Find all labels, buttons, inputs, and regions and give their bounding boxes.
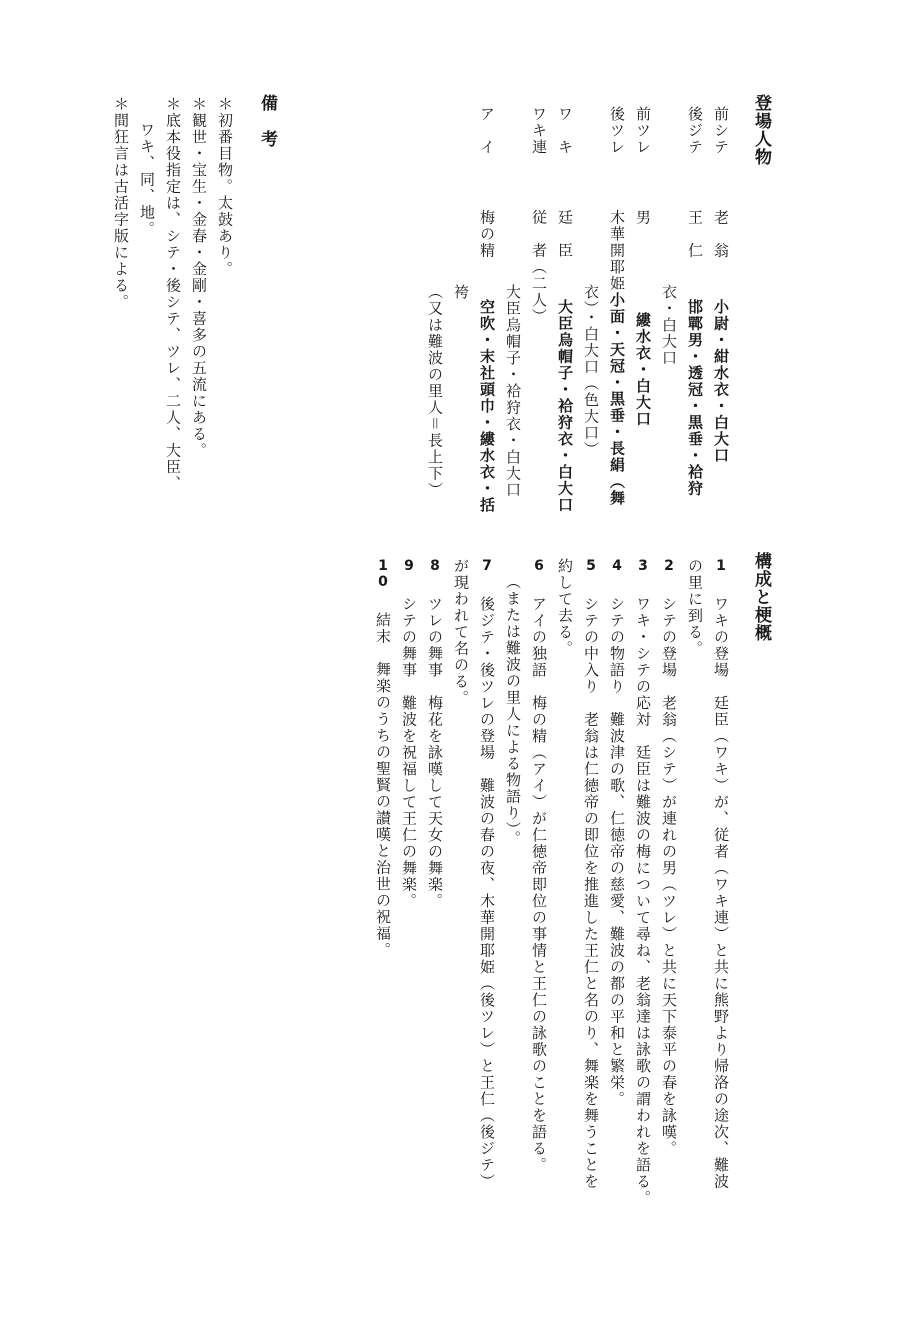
synopsis-number: 7 [479,558,495,574]
cast-note: （又は難波の里人＝長上下） [426,284,444,499]
cast-name: 廷 臣 [556,209,574,259]
synopsis-line: ワキの登場 廷臣（ワキ）が、従者（ワキ連）と共に熊野より帰洛の途次、難波 [712,596,730,1190]
synopsis-line: が現われて名のる。 [452,558,470,707]
cast-costume-cont: 衣）・白大口（色大口） [582,284,600,458]
synopsis-item [370,558,396,959]
synopsis-number: 9 [401,558,417,574]
cast-name: 男 [634,209,652,226]
cast-role: ワキ連 [530,106,548,156]
cast-name: 王 仁 [686,209,704,259]
synopsis-number: 6 [531,558,547,574]
note-item: ＊間狂言は古活字版による。 [112,96,130,311]
note-item: ＊底本役指定は、シテ・後シテ、ツレ、二人、大臣、 [164,96,182,492]
cast-row [474,106,500,514]
cast-costume: 邯鄲男・透冠・黒垂・袷狩 [686,299,704,497]
note-item: ワキ、同、地。 [138,122,156,238]
cast-costume: 小尉・紺水衣・白大口 [712,299,730,464]
synopsis-number: 5 [583,558,599,574]
cast-heading: 登場人物 [751,94,771,166]
synopsis-item [422,558,448,910]
cast-costume: 小面・天冠・黒垂・長絹（舞 [608,292,626,507]
cast-row [526,106,552,325]
cast-role: 後ツレ [608,106,626,156]
cast-costume: 縷水衣・白大口 [634,312,652,428]
synopsis-number: 2 [661,558,677,574]
cast-role: ワ キ [556,106,574,156]
notes-heading: 備 考 [257,94,277,148]
note-item: ＊観世・宝生・金春・金剛・喜多の五流にある。 [190,96,208,459]
cast-row [682,106,708,497]
synopsis-line: （または難波の里人による物語り）。 [504,574,522,847]
cast-role: ア イ [478,106,496,156]
cast-name: 従 者（二人） [530,209,548,325]
synopsis-line: シテの物語り 難波津の歌、仁徳帝の慈愛、難波の都の平和と繁栄。 [608,596,626,1108]
cast-costume: 大臣烏帽子・袷狩衣・白大口 [504,284,522,499]
synopsis-item [630,558,656,1207]
synopsis-item [708,558,734,1190]
synopsis-item [656,558,682,1157]
synopsis-number: 3 [635,558,651,574]
cast-row [708,106,734,464]
cast-name: 梅の精 [478,209,496,259]
cast-row [552,106,578,514]
synopsis-line: の里に到る。 [686,558,704,657]
synopsis-line: シテの中入り 老翁は仁徳帝の即位を推進した王仁と名のり、舞楽を舞うことを [582,596,600,1190]
synopsis-line: シテの舞事 難波を祝福して王仁の舞楽。 [400,596,418,910]
synopsis-line: シテの登場 老翁（シテ）が連れの男（ツレ）と共に天下泰平の春を詠嘆。 [660,596,678,1157]
synopsis-number: 1 [713,558,729,574]
cast-costume: 大臣烏帽子・袷狩衣・白大口 [556,299,574,514]
synopsis-line: 結末 舞楽のうちの聖賢の讃嘆と治世の祝福。 [374,612,392,959]
synopsis-item [578,558,604,1190]
cast-name: 木華開耶姫 [608,209,626,292]
cast-role: 前シテ [712,106,730,156]
cast-name: 老 翁 [712,209,730,259]
synopsis-line: ワキ・シテの応対 廷臣は難波の梅について尋ね、老翁達は詠歌の謂われを語る。 [634,596,652,1207]
synopsis-line: アイの独語 梅の精（アイ）が仁徳帝即位の事情と王仁の詠歌のことを語る。 [530,596,548,1174]
cast-costume-cont: 袴 [452,284,470,301]
synopsis-item [474,558,500,1190]
synopsis-number: 8 [427,558,443,574]
synopsis-heading: 構成と梗概 [751,552,771,642]
synopsis-number: 10 [375,558,391,590]
cast-role: 前ツレ [634,106,652,156]
synopsis-item [526,558,552,1174]
synopsis-line: 約して去る。 [556,558,574,657]
cast-role: 後ジテ [686,106,704,156]
synopsis-line: 後ジテ・後ツレの登場 難波の春の夜、木華開耶姫（後ツレ）と王仁（後ジテ） [478,596,496,1190]
note-item: ＊初番目物。太鼓あり。 [216,96,234,278]
synopsis-number: 4 [609,558,625,574]
synopsis-item [604,558,630,1108]
synopsis-line: ツレの舞事 梅花を詠嘆して天女の舞楽。 [426,596,444,910]
cast-row [630,106,656,428]
cast-row [604,106,630,507]
cast-costume: 空吹・末社頭巾・縷水衣・括 [478,299,496,514]
cast-costume-cont: 衣・白大口 [660,284,678,367]
synopsis-item [396,558,422,910]
